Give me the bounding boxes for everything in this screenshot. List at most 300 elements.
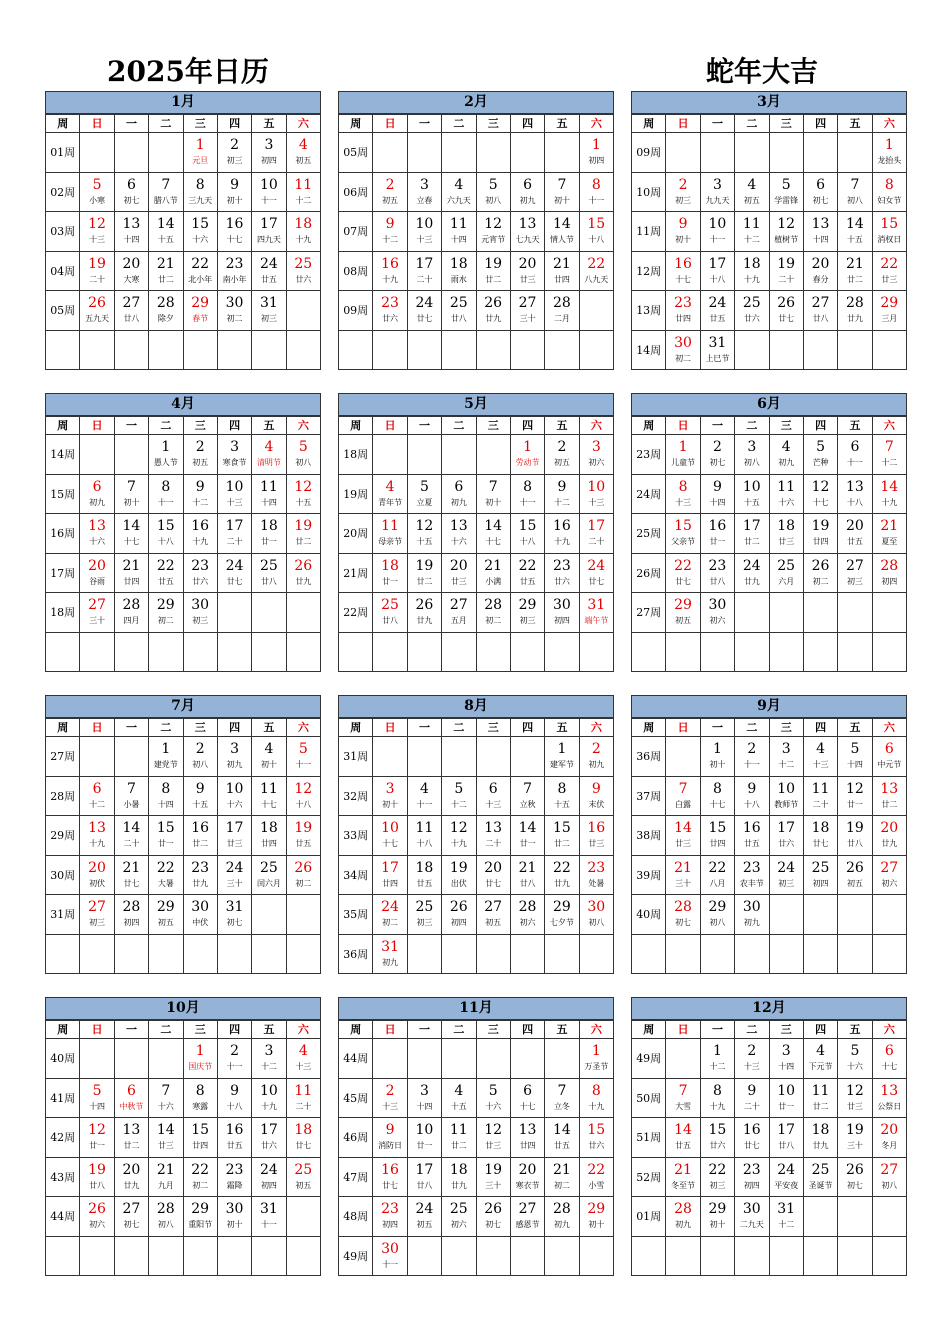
empty-cell xyxy=(510,934,544,974)
week-number: 28周 xyxy=(46,776,80,816)
day-cell xyxy=(838,251,872,291)
day-cell xyxy=(373,1197,407,1237)
empty-cell xyxy=(149,1236,183,1276)
empty-cell xyxy=(769,593,803,633)
empty-cell xyxy=(442,330,476,370)
lunar-label: 初七 xyxy=(123,1220,140,1229)
week-number: 09周 xyxy=(339,291,373,331)
week-row xyxy=(339,934,614,974)
week-number: 23周 xyxy=(632,435,666,475)
day-number: 1 xyxy=(557,741,567,757)
day-number: 23 xyxy=(191,859,210,876)
day-number: 22 xyxy=(708,1161,727,1178)
month-title: 2月 xyxy=(338,91,614,114)
day-number: 18 xyxy=(415,859,434,876)
empty-cell xyxy=(114,1039,148,1079)
day-cell xyxy=(803,737,837,777)
day-number: 6 xyxy=(126,1082,136,1099)
day-number: 17 xyxy=(225,518,244,534)
weekday-label: 日 xyxy=(80,417,114,435)
week-row xyxy=(46,514,321,554)
day-number: 24 xyxy=(225,557,244,574)
day-number: 30 xyxy=(225,1201,244,1217)
lunar-label: 三九天 xyxy=(188,195,213,205)
day-cell xyxy=(510,1078,544,1118)
week-number: 22周 xyxy=(339,593,373,633)
lunar-label: 二十 xyxy=(812,799,829,809)
day-cell xyxy=(183,553,217,593)
weekday-label: 五 xyxy=(545,719,579,737)
day-cell xyxy=(735,816,769,856)
lunar-label: 十四 xyxy=(812,235,829,244)
day-cell xyxy=(407,1078,441,1118)
lunar-label: 初三 xyxy=(192,616,209,625)
weekday-label: 一 xyxy=(114,719,148,737)
day-cell xyxy=(407,776,441,816)
day-number: 23 xyxy=(191,557,210,574)
day-number: 16 xyxy=(191,518,210,534)
weekday-header-row xyxy=(632,417,907,435)
lunar-label: 初五 xyxy=(846,878,863,888)
day-number: 16 xyxy=(742,820,761,836)
empty-cell xyxy=(407,1039,441,1079)
day-cell xyxy=(769,776,803,816)
day-cell xyxy=(803,1039,837,1079)
day-number: 15 xyxy=(191,216,210,232)
lunar-label: 初九 xyxy=(675,1220,692,1229)
empty-cell xyxy=(510,330,544,370)
week-row xyxy=(46,251,321,291)
day-number: 26 xyxy=(846,859,864,876)
lunar-label: 廿八 xyxy=(260,576,277,586)
day-number: 5 xyxy=(816,439,826,455)
month-block xyxy=(45,997,321,1279)
day-number: 19 xyxy=(294,518,313,534)
lunar-label: 初九 xyxy=(553,1220,570,1229)
lunar-label: 初五 xyxy=(382,195,399,205)
lunar-label: 十八 xyxy=(588,235,605,244)
empty-cell xyxy=(407,1236,441,1276)
day-cell xyxy=(735,474,769,514)
day-number: 22 xyxy=(587,255,606,272)
day-cell xyxy=(510,855,544,895)
weekday-label: 四 xyxy=(510,1021,544,1039)
day-number: 5 xyxy=(850,741,860,757)
day-cell xyxy=(407,553,441,593)
day-cell xyxy=(373,776,407,816)
day-cell xyxy=(872,1039,906,1079)
day-cell xyxy=(803,776,837,816)
day-number: 1 xyxy=(712,1043,722,1059)
day-number: 8 xyxy=(523,478,533,495)
day-cell xyxy=(803,553,837,593)
day-cell xyxy=(149,1197,183,1237)
empty-cell xyxy=(114,632,148,672)
day-number: 11 xyxy=(294,1082,313,1099)
week-row xyxy=(632,133,907,173)
week-number: 15周 xyxy=(46,474,80,514)
day-number: 2 xyxy=(712,439,722,455)
week-number: 11周 xyxy=(632,212,666,252)
day-number: 23 xyxy=(742,859,761,876)
lunar-label: 廿九 xyxy=(812,1141,829,1150)
lunar-label: 廿七 xyxy=(778,314,795,323)
lunar-label: 廿六 xyxy=(260,1141,277,1150)
lunar-label: 十一 xyxy=(226,1062,243,1071)
day-cell xyxy=(476,1157,510,1197)
week-row xyxy=(339,1039,614,1079)
lunar-label: 感恩节 xyxy=(515,1220,540,1229)
day-cell xyxy=(735,514,769,554)
day-cell xyxy=(803,474,837,514)
empty-cell xyxy=(545,133,579,173)
weekday-label: 日 xyxy=(666,1021,700,1039)
day-cell xyxy=(217,474,251,514)
day-number: 1 xyxy=(161,439,171,455)
week-number: 31周 xyxy=(46,895,80,935)
day-number: 27 xyxy=(880,859,899,876)
day-cell xyxy=(838,553,872,593)
week-number: 01周 xyxy=(46,133,80,173)
lunar-label: 十八 xyxy=(743,799,760,809)
day-number: 7 xyxy=(488,478,498,495)
day-number: 20 xyxy=(518,1161,537,1178)
lunar-label: 末伏 xyxy=(588,799,605,809)
lunar-label: 廿八 xyxy=(416,1180,433,1190)
week-row xyxy=(632,474,907,514)
week-row xyxy=(632,1157,907,1197)
day-cell xyxy=(217,553,251,593)
day-number: 5 xyxy=(92,176,102,193)
weekday-label: 六 xyxy=(579,417,613,435)
empty-cell xyxy=(183,632,217,672)
lunar-label: 学雷锋 xyxy=(774,195,799,205)
week-number: 27周 xyxy=(632,593,666,633)
day-number: 4 xyxy=(816,1043,826,1059)
lunar-label: 初八 xyxy=(295,458,312,467)
day-number: 18 xyxy=(260,518,278,534)
weekday-label: 一 xyxy=(407,719,441,737)
lunar-label: 初五 xyxy=(157,918,174,927)
day-cell xyxy=(838,737,872,777)
lunar-label: 廿三 xyxy=(778,537,795,546)
lunar-label: 十二 xyxy=(778,760,795,769)
day-number: 24 xyxy=(777,1161,796,1178)
day-cell xyxy=(735,1078,769,1118)
day-cell xyxy=(442,212,476,252)
day-cell xyxy=(803,816,837,856)
day-cell xyxy=(872,251,906,291)
lunar-label: 十四 xyxy=(778,1062,795,1071)
weekday-label: 周 xyxy=(46,1021,80,1039)
day-cell xyxy=(183,1118,217,1158)
empty-cell xyxy=(407,330,441,370)
day-cell xyxy=(510,593,544,633)
empty-cell xyxy=(442,1039,476,1079)
day-cell xyxy=(510,776,544,816)
week-number: 49周 xyxy=(339,1236,373,1276)
lunar-label: 初九 xyxy=(450,497,467,507)
month-grid xyxy=(45,91,906,1281)
lunar-label: 廿八 xyxy=(382,616,399,625)
day-number: 22 xyxy=(156,557,175,574)
day-number: 4 xyxy=(264,439,274,455)
day-number: 23 xyxy=(225,1161,244,1178)
day-number: 21 xyxy=(553,1161,571,1178)
week-number: 48周 xyxy=(339,1197,373,1237)
week-row xyxy=(632,855,907,895)
lunar-label: 冬至节 xyxy=(671,1180,696,1190)
weekday-label: 三 xyxy=(183,1021,217,1039)
day-cell xyxy=(373,1236,407,1276)
lunar-label: 寒食节 xyxy=(222,458,247,467)
day-number: 30 xyxy=(191,597,210,613)
weekday-label: 二 xyxy=(149,1021,183,1039)
day-number: 31 xyxy=(260,295,278,311)
day-number: 6 xyxy=(126,176,136,193)
week-row xyxy=(632,737,907,777)
lunar-label: 廿九 xyxy=(553,878,570,888)
day-number: 24 xyxy=(415,295,434,311)
day-number: 21 xyxy=(484,557,503,574)
lunar-label: 十二 xyxy=(260,1062,277,1071)
day-number: 26 xyxy=(811,557,830,574)
lunar-label: 十六 xyxy=(450,537,467,546)
day-number: 28 xyxy=(674,1201,692,1217)
week-row xyxy=(46,474,321,514)
empty-cell xyxy=(769,632,803,672)
empty-cell xyxy=(442,934,476,974)
weekday-header-row xyxy=(339,1021,614,1039)
empty-cell xyxy=(80,737,114,777)
day-cell xyxy=(476,553,510,593)
lunar-label: 廿八 xyxy=(709,576,726,586)
day-number: 31 xyxy=(587,597,606,613)
day-cell xyxy=(735,855,769,895)
day-number: 21 xyxy=(553,255,571,272)
day-number: 8 xyxy=(591,176,601,193)
week-row xyxy=(632,934,907,974)
day-cell xyxy=(838,776,872,816)
week-row xyxy=(632,553,907,593)
week-row xyxy=(46,133,321,173)
day-cell xyxy=(252,1157,286,1197)
weekday-label: 五 xyxy=(838,719,872,737)
week-number: 29周 xyxy=(46,816,80,856)
weekday-label: 三 xyxy=(183,719,217,737)
empty-cell xyxy=(407,632,441,672)
month-block xyxy=(338,91,614,373)
lunar-label: 廿七 xyxy=(123,878,140,888)
lunar-label: 廿二 xyxy=(743,537,760,546)
lunar-label: 廿四 xyxy=(192,1141,209,1150)
empty-cell xyxy=(373,435,407,475)
day-number: 21 xyxy=(518,859,537,876)
lunar-label: 十三 xyxy=(382,1101,399,1111)
month-table xyxy=(45,416,321,672)
day-number: 15 xyxy=(156,820,175,836)
day-cell xyxy=(217,291,251,331)
day-cell xyxy=(700,212,734,252)
day-number: 26 xyxy=(777,295,796,311)
day-cell xyxy=(407,855,441,895)
day-number: 14 xyxy=(674,820,692,836)
lunar-label: 十四 xyxy=(450,235,467,244)
day-number: 9 xyxy=(678,216,688,232)
empty-cell xyxy=(442,435,476,475)
weekday-label: 五 xyxy=(252,719,286,737)
day-cell xyxy=(838,435,872,475)
day-number: 22 xyxy=(518,557,537,574)
empty-cell xyxy=(510,133,544,173)
day-cell xyxy=(407,593,441,633)
lunar-label: 植树节 xyxy=(774,235,799,244)
day-number: 26 xyxy=(88,295,106,311)
empty-cell xyxy=(252,1236,286,1276)
lunar-label: 初六 xyxy=(588,458,605,467)
week-number: 13周 xyxy=(632,291,666,331)
lunar-label: 南小年 xyxy=(222,274,247,284)
day-cell xyxy=(373,934,407,974)
empty-cell xyxy=(666,1236,700,1276)
day-cell xyxy=(373,816,407,856)
weekday-label: 日 xyxy=(373,417,407,435)
empty-cell xyxy=(838,895,872,935)
empty-cell xyxy=(700,632,734,672)
day-number: 20 xyxy=(880,820,899,836)
lunar-label: 二十 xyxy=(295,1101,312,1111)
day-cell xyxy=(666,553,700,593)
day-cell xyxy=(476,855,510,895)
day-cell xyxy=(545,212,579,252)
day-number: 3 xyxy=(747,439,757,455)
lunar-label: 十九 xyxy=(881,497,898,507)
day-cell xyxy=(700,737,734,777)
day-number: 3 xyxy=(781,741,791,757)
day-number: 17 xyxy=(742,518,761,534)
week-row xyxy=(632,895,907,935)
day-number: 12 xyxy=(294,780,313,797)
empty-cell xyxy=(579,330,613,370)
lunar-label: 雨水 xyxy=(450,274,467,284)
lunar-label: 十九 xyxy=(553,537,570,546)
lunar-label: 廿二 xyxy=(812,1101,829,1111)
day-number: 22 xyxy=(708,859,727,876)
day-cell xyxy=(545,553,579,593)
day-number: 22 xyxy=(191,1161,210,1178)
day-number: 10 xyxy=(260,176,278,193)
lunar-label: 廿一 xyxy=(382,576,399,586)
day-number: 8 xyxy=(678,478,688,495)
day-cell xyxy=(803,251,837,291)
week-row xyxy=(632,212,907,252)
weekday-header-row xyxy=(632,719,907,737)
month-title: 5月 xyxy=(338,393,614,416)
empty-cell xyxy=(838,1197,872,1237)
lunar-label: 寒露 xyxy=(192,1101,209,1111)
day-number: 6 xyxy=(523,176,533,193)
day-number: 24 xyxy=(587,557,606,574)
day-cell xyxy=(80,553,114,593)
day-cell xyxy=(442,1118,476,1158)
day-number: 19 xyxy=(846,1122,864,1138)
day-number: 21 xyxy=(156,1161,175,1178)
weekday-label: 六 xyxy=(286,115,320,133)
day-number: 13 xyxy=(846,478,864,495)
week-row xyxy=(632,251,907,291)
day-number: 29 xyxy=(156,597,175,613)
day-cell xyxy=(407,1157,441,1197)
day-cell xyxy=(373,251,407,291)
day-cell xyxy=(666,212,700,252)
empty-cell xyxy=(80,934,114,974)
day-cell xyxy=(476,212,510,252)
day-number: 5 xyxy=(298,439,308,455)
weekday-label: 二 xyxy=(735,417,769,435)
day-cell xyxy=(735,1197,769,1237)
day-cell xyxy=(286,1078,320,1118)
day-number: 21 xyxy=(122,557,141,574)
week-number: 31周 xyxy=(339,737,373,777)
day-cell xyxy=(373,1078,407,1118)
day-cell xyxy=(183,855,217,895)
lunar-label: 十六 xyxy=(157,1101,174,1111)
lunar-label: 冬月 xyxy=(881,1141,898,1150)
weekday-label: 三 xyxy=(769,115,803,133)
month-block xyxy=(45,393,321,675)
day-cell xyxy=(407,816,441,856)
lunar-label: 十六 xyxy=(89,537,106,546)
day-number: 24 xyxy=(260,1161,278,1178)
day-number: 12 xyxy=(846,1082,864,1099)
lunar-label: 十三 xyxy=(416,235,433,244)
week-row xyxy=(46,172,321,212)
day-cell xyxy=(183,435,217,475)
day-cell xyxy=(579,553,613,593)
week-row xyxy=(46,737,321,777)
week-row xyxy=(632,1197,907,1237)
weekday-label: 四 xyxy=(803,719,837,737)
empty-cell xyxy=(149,1039,183,1079)
day-number: 2 xyxy=(591,741,601,757)
weekday-label: 四 xyxy=(217,1021,251,1039)
day-number: 18 xyxy=(742,255,761,272)
day-number: 19 xyxy=(88,1161,106,1178)
day-cell xyxy=(545,1078,579,1118)
day-number: 25 xyxy=(449,295,468,311)
lunar-label: 春节 xyxy=(192,314,209,323)
lunar-label: 廿三 xyxy=(588,839,605,848)
day-cell xyxy=(579,1197,613,1237)
day-cell xyxy=(114,514,148,554)
day-number: 14 xyxy=(518,820,537,836)
day-number: 10 xyxy=(587,478,606,495)
week-row xyxy=(632,1078,907,1118)
weekday-label: 周 xyxy=(339,417,373,435)
empty-cell xyxy=(80,435,114,475)
weekday-label: 六 xyxy=(872,1021,906,1039)
day-cell xyxy=(442,816,476,856)
day-number: 5 xyxy=(92,1082,102,1099)
lunar-label: 十五 xyxy=(450,1101,467,1111)
week-number: 18周 xyxy=(46,593,80,633)
lunar-label: 三十 xyxy=(846,1141,863,1150)
weekday-label: 日 xyxy=(80,1021,114,1039)
weekday-label: 三 xyxy=(769,417,803,435)
day-cell xyxy=(700,593,734,633)
week-number: 26周 xyxy=(632,553,666,593)
weekday-label: 二 xyxy=(442,1021,476,1039)
